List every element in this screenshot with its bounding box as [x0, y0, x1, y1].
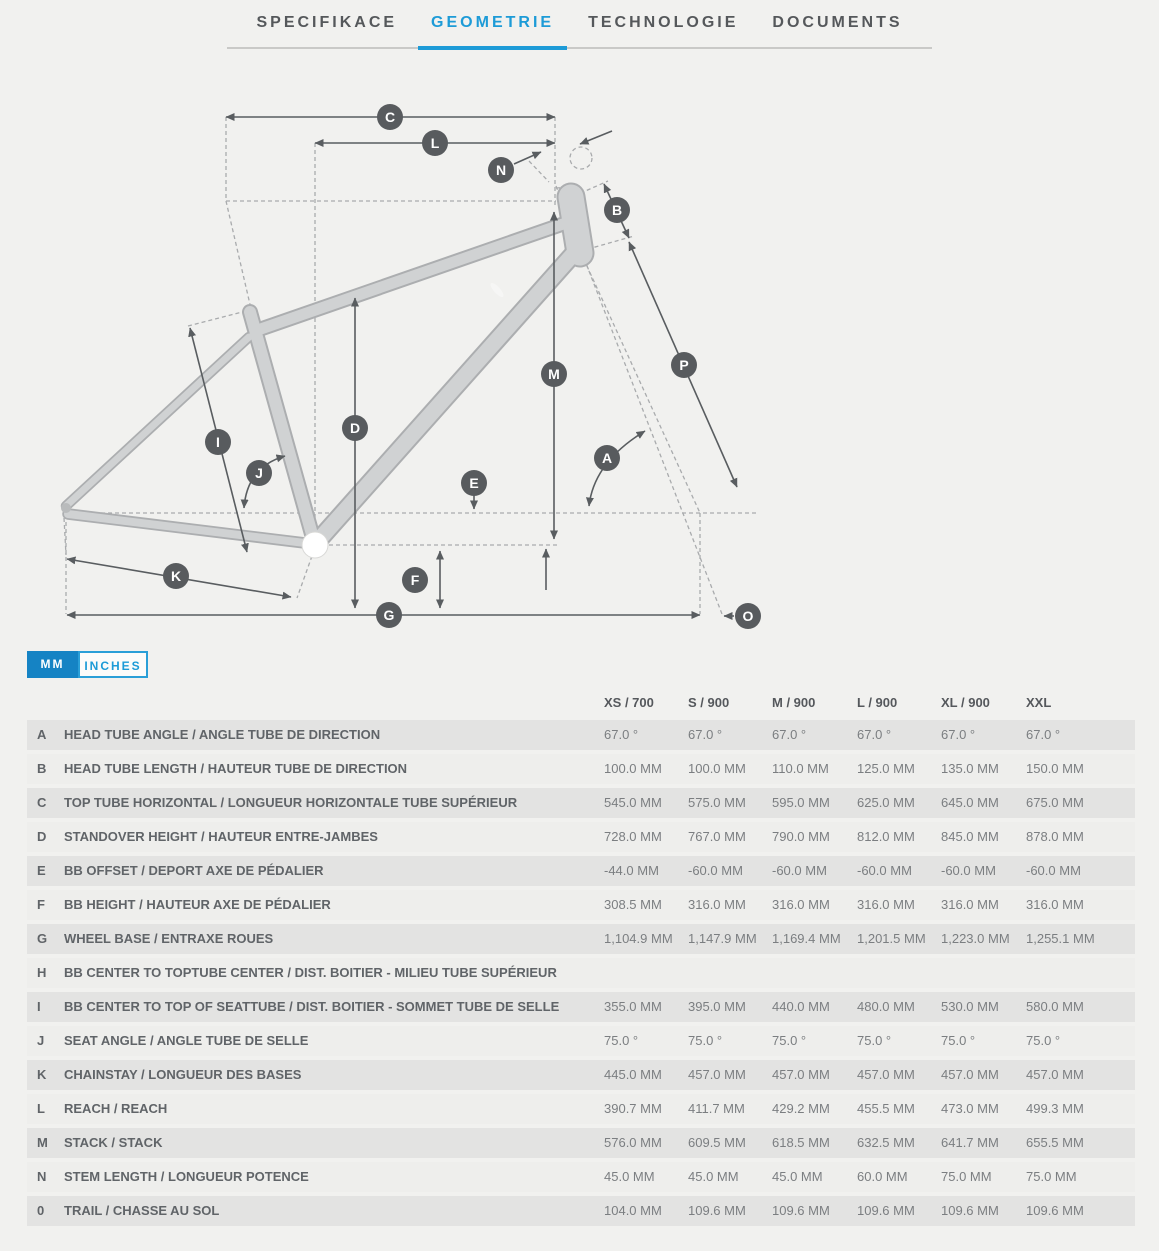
row-value: 110.0 MM	[772, 761, 829, 776]
row-value: 580.0 MM	[1026, 999, 1084, 1014]
dimension-lines	[67, 117, 737, 616]
row-value: 473.0 MM	[941, 1101, 999, 1116]
row-label: STACK / STACK	[64, 1135, 163, 1150]
table-row-I	[27, 992, 1135, 1022]
row-label: STANDOVER HEIGHT / HAUTEUR ENTRE-JAMBES	[64, 829, 378, 844]
diagram-label-G	[376, 602, 402, 628]
handlebar-clamp-circle	[570, 147, 592, 169]
row-value: -60.0 MM	[857, 863, 912, 878]
row-value: 316.0 MM	[772, 897, 830, 912]
row-value: 75.0 °	[1026, 1033, 1061, 1048]
row-label: CHAINSTAY / LONGUEUR DES BASES	[64, 1067, 302, 1082]
table-row-E	[27, 856, 1135, 886]
row-value: 67.0 °	[688, 727, 723, 742]
table-row-K	[27, 1060, 1135, 1090]
inches-button[interactable]: INCHES	[78, 651, 148, 678]
table-header	[27, 686, 1135, 720]
row-value: 499.3 MM	[1026, 1101, 1084, 1116]
row-value: 545.0 MM	[604, 795, 662, 810]
row-value: 455.5 MM	[857, 1101, 915, 1116]
row-value: 457.0 MM	[857, 1067, 915, 1082]
svg-text:B: B	[611, 202, 623, 218]
row-label: BB CENTER TO TOPTUBE CENTER / DIST. BOITIER - MILIEU TUBE SUPÉRIEUR	[64, 965, 557, 980]
diagram-label-I	[205, 429, 231, 455]
cable-port	[489, 281, 506, 299]
row-value: 1,169.4 MM	[772, 931, 841, 946]
row-value: 75.0 °	[941, 1033, 976, 1048]
row-value: 67.0 °	[857, 727, 892, 742]
diagram-label-O	[735, 603, 761, 629]
tab-documents[interactable]: DOCUMENTS	[772, 14, 903, 31]
row-value: 675.0 MM	[1026, 795, 1084, 810]
row-value: 109.6 MM	[941, 1203, 999, 1218]
row-letter: L	[37, 1101, 45, 1116]
bottom-bracket-circle	[302, 532, 328, 558]
row-letter: C	[37, 795, 47, 810]
row-value: 67.0 °	[772, 727, 807, 742]
row-value: 645.0 MM	[941, 795, 999, 810]
row-value: 1,201.5 MM	[857, 931, 926, 946]
bike-frame	[61, 197, 580, 558]
row-value: -60.0 MM	[1026, 863, 1081, 878]
row-value: 125.0 MM	[857, 761, 915, 776]
row-value: 445.0 MM	[604, 1067, 662, 1082]
diagram-label-C	[377, 104, 403, 130]
row-label: HEAD TUBE ANGLE / ANGLE TUBE DE DIRECTION	[64, 727, 381, 742]
table-row-C	[27, 788, 1135, 818]
row-letter: I	[37, 999, 41, 1014]
row-value: 429.2 MM	[772, 1101, 830, 1116]
row-value: 609.5 MM	[688, 1135, 746, 1150]
row-value: 67.0 °	[604, 727, 639, 742]
table-row-G	[27, 924, 1135, 954]
row-value: 625.0 MM	[857, 795, 915, 810]
row-value: 316.0 MM	[688, 897, 746, 912]
tab-specifikace[interactable]: SPECIFIKACE	[256, 14, 398, 31]
diagram-label-K	[163, 563, 189, 589]
svg-text:P: P	[679, 357, 689, 373]
diagram-label-D	[342, 415, 368, 441]
row-value: 45.0 MM	[772, 1169, 823, 1184]
row-value: 812.0 MM	[857, 829, 915, 844]
unit-toggle	[27, 651, 148, 678]
row-value: 457.0 MM	[1026, 1067, 1084, 1082]
row-value: 100.0 MM	[604, 761, 662, 776]
svg-text:C: C	[384, 109, 396, 125]
row-value: 767.0 MM	[688, 829, 746, 844]
diagram-label-M	[541, 361, 567, 387]
row-letter: K	[37, 1067, 47, 1082]
row-letter: F	[37, 897, 45, 912]
row-value: -60.0 MM	[772, 863, 827, 878]
row-value: 45.0 MM	[688, 1169, 739, 1184]
row-value: 728.0 MM	[604, 829, 662, 844]
row-value: 878.0 MM	[1026, 829, 1084, 844]
row-label: BB HEIGHT / HAUTEUR AXE DE PÉDALIER	[64, 897, 331, 912]
row-value: 1,255.1 MM	[1026, 931, 1095, 946]
diagram-label-L	[422, 130, 448, 156]
svg-text:F: F	[410, 572, 420, 588]
row-value: 109.6 MM	[1026, 1203, 1084, 1218]
row-value: 575.0 MM	[688, 795, 746, 810]
svg-text:M: M	[548, 366, 560, 382]
row-label: STEM LENGTH / LONGUEUR POTENCE	[64, 1169, 309, 1184]
row-value: 576.0 MM	[604, 1135, 662, 1150]
table-row-L	[27, 1094, 1135, 1124]
table-row-F	[27, 890, 1135, 920]
row-value: 109.6 MM	[772, 1203, 830, 1218]
row-value: 75.0 °	[688, 1033, 723, 1048]
row-letter: A	[37, 727, 47, 742]
table-row-A	[27, 720, 1135, 750]
row-label: BB CENTER TO TOP OF SEATTUBE / DIST. BOITIER - SOMMET TUBE DE SELLE	[64, 999, 560, 1014]
tab-geometrie[interactable]: GEOMETRIE	[414, 14, 571, 47]
svg-text:L: L	[430, 135, 440, 151]
row-letter: M	[37, 1135, 48, 1150]
column-header: M / 900	[772, 695, 816, 710]
row-letter: B	[37, 761, 47, 776]
row-value: 530.0 MM	[941, 999, 999, 1014]
svg-text:O: O	[742, 608, 754, 624]
row-letter: J	[37, 1033, 45, 1048]
row-label: TRAIL / CHASSE AU SOL	[64, 1203, 220, 1218]
row-value: 100.0 MM	[688, 761, 746, 776]
table-row-0	[27, 1196, 1135, 1226]
row-value: 75.0 MM	[941, 1169, 992, 1184]
row-value: 440.0 MM	[772, 999, 830, 1014]
row-value: -44.0 MM	[604, 863, 659, 878]
svg-text:N: N	[495, 162, 507, 178]
column-header: XXL	[1026, 695, 1052, 710]
row-value: 641.7 MM	[941, 1135, 999, 1150]
row-value: 411.7 MM	[688, 1101, 745, 1116]
svg-text:E: E	[469, 475, 479, 491]
row-value: 45.0 MM	[604, 1169, 655, 1184]
row-value: 457.0 MM	[941, 1067, 999, 1082]
row-value: 595.0 MM	[772, 795, 830, 810]
row-letter: D	[37, 829, 47, 844]
row-value: 316.0 MM	[857, 897, 915, 912]
tab-technologie[interactable]: TECHNOLOGIE	[588, 14, 739, 31]
row-value: 1,147.9 MM	[688, 931, 757, 946]
table-row-J	[27, 1026, 1135, 1056]
row-value: 845.0 MM	[941, 829, 999, 844]
column-header: XS / 700	[604, 695, 654, 710]
row-label: WHEEL BASE / ENTRAXE ROUES	[64, 931, 274, 946]
table-row-B	[27, 754, 1135, 784]
row-value: 150.0 MM	[1026, 761, 1084, 776]
row-value: 75.0 °	[604, 1033, 639, 1048]
row-value: 308.5 MM	[604, 897, 662, 912]
row-value: 67.0 °	[941, 727, 976, 742]
diagram-label-N	[488, 157, 514, 183]
svg-text:J: J	[255, 465, 263, 481]
row-value: 457.0 MM	[688, 1067, 746, 1082]
row-letter: G	[37, 931, 48, 946]
svg-text:A: A	[601, 450, 613, 466]
table-row-D	[27, 822, 1135, 852]
row-value: 75.0 °	[857, 1033, 892, 1048]
table-row-H	[27, 958, 1135, 988]
table-body	[27, 720, 1135, 1226]
row-value: -60.0 MM	[941, 863, 996, 878]
svg-text:G: G	[383, 607, 395, 623]
row-value: 109.6 MM	[688, 1203, 746, 1218]
svg-text:I: I	[216, 434, 220, 450]
row-label: SEAT ANGLE / ANGLE TUBE DE SELLE	[64, 1033, 309, 1048]
row-value: 1,223.0 MM	[941, 931, 1010, 946]
diagram-label-E	[461, 470, 487, 496]
row-letter: 0	[37, 1203, 45, 1218]
table-row-M	[27, 1128, 1135, 1158]
row-value: 316.0 MM	[1026, 897, 1084, 912]
geometry-table	[27, 686, 1135, 1230]
row-value: 480.0 MM	[857, 999, 915, 1014]
column-header: XL / 900	[941, 695, 990, 710]
row-value: 390.7 MM	[604, 1101, 662, 1116]
row-label: HEAD TUBE LENGTH / HAUTEUR TUBE DE DIRECTION	[64, 761, 408, 776]
svg-text:K: K	[170, 568, 182, 584]
row-label: REACH / REACH	[64, 1101, 168, 1116]
row-value: 790.0 MM	[772, 829, 830, 844]
row-value: 75.0 MM	[1026, 1169, 1077, 1184]
row-value: 618.5 MM	[772, 1135, 830, 1150]
diagram-label-J	[246, 460, 272, 486]
row-letter: E	[37, 863, 46, 878]
diagram-label-F	[402, 567, 428, 593]
svg-text:D: D	[349, 420, 361, 436]
row-value: 104.0 MM	[604, 1203, 662, 1218]
construction-lines	[64, 117, 758, 614]
row-value: -60.0 MM	[688, 863, 743, 878]
table-row-N	[27, 1162, 1135, 1192]
mm-button[interactable]: MM	[27, 651, 78, 678]
diagram-label-P	[671, 352, 697, 378]
row-value: 1,104.9 MM	[604, 931, 673, 946]
row-value: 75.0 °	[772, 1033, 807, 1048]
row-value: 655.5 MM	[1026, 1135, 1084, 1150]
diagram-label-A	[594, 445, 620, 471]
row-value: 135.0 MM	[941, 761, 999, 776]
row-label: BB OFFSET / DEPORT AXE DE PÉDALIER	[64, 863, 324, 878]
row-value: 109.6 MM	[857, 1203, 915, 1218]
row-value: 457.0 MM	[772, 1067, 830, 1082]
row-letter: N	[37, 1169, 47, 1184]
row-value: 60.0 MM	[857, 1169, 908, 1184]
rear-dropout	[61, 503, 71, 513]
row-value: 316.0 MM	[941, 897, 999, 912]
column-header: S / 900	[688, 695, 730, 710]
row-letter: H	[37, 965, 47, 980]
row-label: TOP TUBE HORIZONTAL / LONGUEUR HORIZONTALE TUBE SUPÉRIEUR	[64, 795, 518, 810]
row-value: 355.0 MM	[604, 999, 662, 1014]
diagram-label-B	[604, 197, 630, 223]
column-header: L / 900	[857, 695, 898, 710]
row-value: 632.5 MM	[857, 1135, 915, 1150]
row-value: 67.0 °	[1026, 727, 1061, 742]
row-value: 395.0 MM	[688, 999, 746, 1014]
